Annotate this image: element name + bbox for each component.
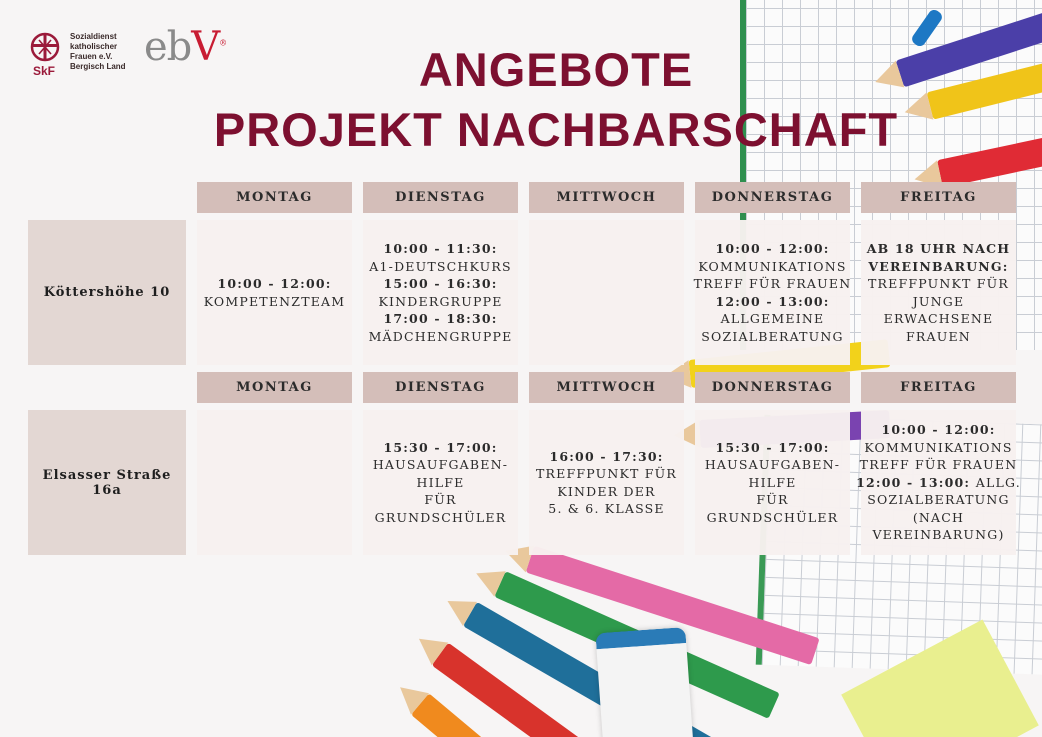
page-title-line-1: ANGEBOTE [418,43,694,96]
slot-line: A1-DEUTSCHKURS [369,258,512,274]
slot-line: ALLGEMEINE [720,311,825,326]
slot-time: 16:00 - 17:30: [549,448,664,464]
slot-line: TREFF FÜR FRAUEN [693,276,852,291]
registered-mark: ® [219,38,227,48]
ebv-logo-v: V [191,24,220,70]
slot-line [549,448,663,466]
slot-line: GRUNDSCHÜLER [706,509,839,525]
slot-line: TREFFPUNKT FÜR [868,276,1009,291]
slot-line: KINDER DER [557,483,656,499]
slot-time: 12:00 - 13:00: [856,474,976,490]
slot-line: KINDERGRUPPE [378,293,503,309]
slot-line: 5. & 6. KLASSE [548,501,665,516]
slot-time: 10:00 - 11:30: [383,241,498,256]
slot-line: FÜR [756,492,789,508]
slot-line [217,275,331,293]
slot-time: 10:00 - 12:00: [881,422,996,438]
slot-line: ERWACHSENE [883,311,994,326]
slot-line: KOMMUNIKATIONS [698,258,847,274]
slot-line [881,421,995,439]
schedule-slot-donnerstag [695,410,850,555]
slot-time: 17:00 - 18:30: [383,311,498,326]
schedule-slot-mittwoch [529,220,684,365]
slot-line [868,258,1008,276]
page-title-line-2: PROJEKT NACHBARSCHAFT [213,103,899,156]
schedule-slot-freitag [856,410,1021,555]
schedule-slot-dienstag [363,410,518,555]
schedule-slot-dienstag [363,220,518,365]
slot-time: 10:00 - 12:00: [217,276,332,291]
day-header-freitag: FREITAG [861,372,1016,403]
slot-line [856,474,1021,492]
day-header-donnerstag: DONNERSTAG [695,182,850,213]
slot-line [715,240,829,258]
slot-time: 12:00 - 13:00: [715,293,830,309]
day-header-dienstag: DIENSTAG [363,182,518,213]
slot-line [383,275,497,293]
slot-line: JUNGE [912,293,965,309]
slot-line [383,439,497,457]
slot-line: VEREINBARUNG) [872,527,1005,543]
skf-letters: SkF [33,64,56,78]
slot-line: HILFE [748,474,797,490]
schedule-slot-montag [197,220,352,365]
slot-line: SOZIALBERATUNG [701,328,844,344]
slot-line [715,293,829,311]
ebv-logo-text: eb [144,24,192,70]
location-label: Köttershöhe 10 [28,220,186,365]
slot-line: FRAUEN [906,328,971,344]
slot-line: SOZIALBERATUNG [867,492,1010,508]
slot-line: TREFF FÜR FRAUEN [859,457,1018,473]
day-header-dienstag: DIENSTAG [363,372,518,403]
schedule-slot-donnerstag [695,220,850,365]
slot-time: 15:30 - 17:00: [715,439,830,455]
slot-line [867,240,1011,258]
slot-line: GRUNDSCHÜLER [374,509,507,525]
slot-line: KOMPETENZTEAM [203,293,346,309]
slot-line [383,240,497,258]
day-header-mittwoch: MITTWOCH [529,372,684,403]
slot-line [383,310,497,328]
day-header-montag: MONTAG [197,372,352,403]
slot-line: MÄDCHENGRUPPE [368,328,513,344]
slot-time: AB 18 UHR NACH [866,241,1011,256]
slot-time: 10:00 - 12:00: [715,241,830,256]
eraser-image [595,627,694,737]
skf-organization-name: Sozialdienst katholischer Frauen e.V. Bergisch Land [70,32,126,71]
day-header-freitag: FREITAG [861,182,1016,213]
slot-line: KOMMUNIKATIONS [864,439,1013,455]
schedule-slot-montag [197,410,352,555]
schedule-slot-freitag [861,220,1016,365]
day-header-donnerstag: DONNERSTAG [695,372,850,403]
slot-line: (NACH [912,509,965,525]
day-header-mittwoch: MITTWOCH [529,182,684,213]
slot-time: VEREINBARUNG: [868,258,1009,274]
slot-line [715,439,829,457]
slot-time: 15:00 - 16:30: [383,276,498,291]
slot-time: 15:30 - 17:00: [383,439,498,455]
slot-line: HAUSAUFGABEN- [704,457,841,473]
slot-line: HILFE [416,474,465,490]
schedule-slot-mittwoch [529,410,684,555]
slot-line: TREFFPUNKT FÜR [536,466,677,481]
slot-text: ALLG. [975,474,1021,490]
slot-line: HAUSAUFGABEN- [372,457,509,473]
day-header-montag: MONTAG [197,182,352,213]
location-label: Elsasser Straße 16a [28,410,186,555]
slot-line: FÜR [424,492,457,508]
